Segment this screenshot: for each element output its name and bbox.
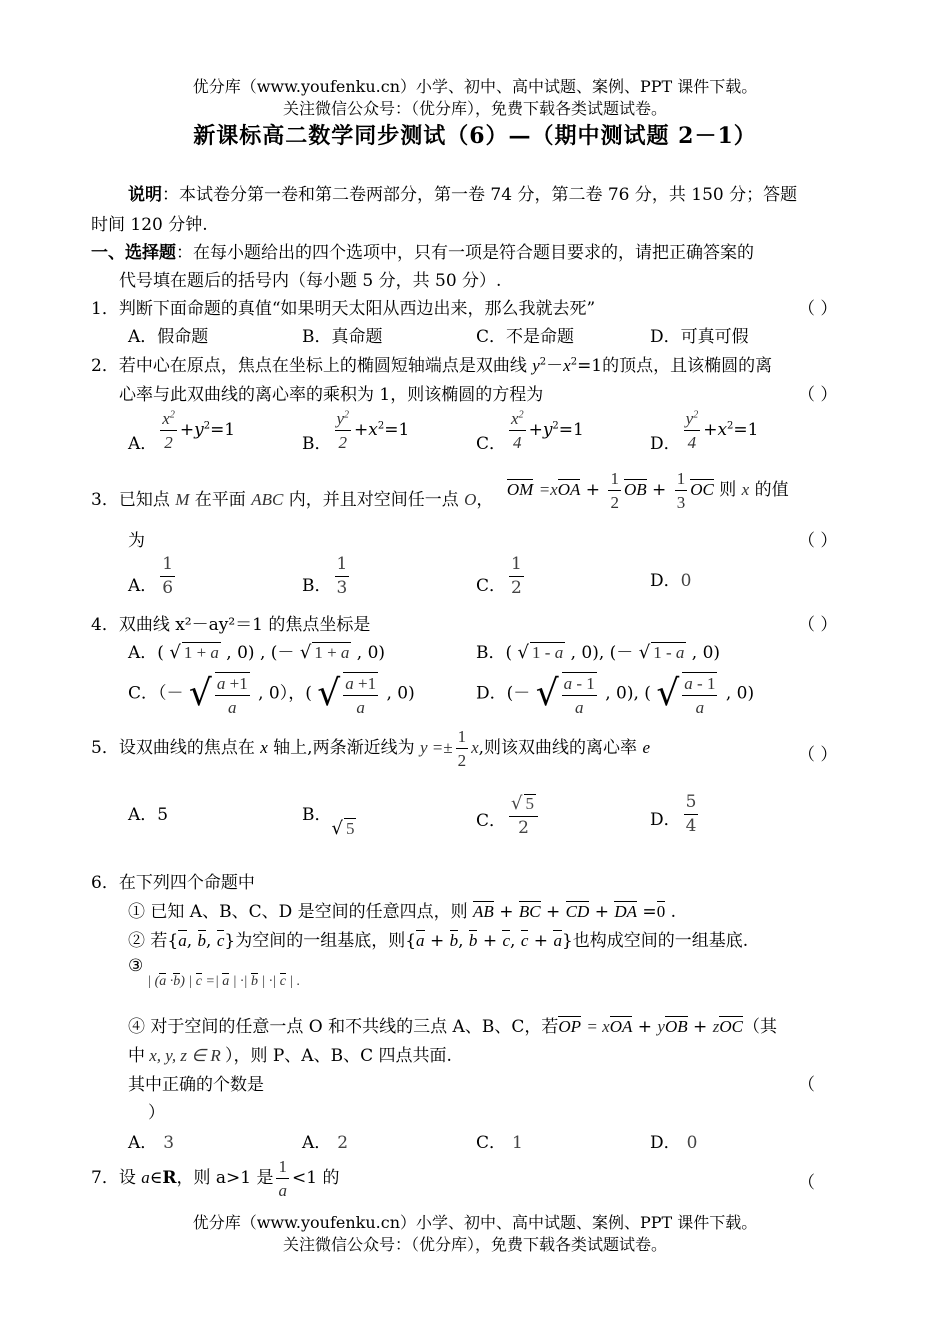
- q6-paren-close: ）: [148, 1103, 165, 1123]
- intro-label: 说明: [128, 185, 162, 205]
- q2-option-a: A． $\frac{x^2}{2}$ $+y^2=1$: [128, 409, 236, 454]
- q1-answer-paren: （ ）: [798, 299, 838, 319]
- q4-option-a: A．( √ 1 + a , 0) , (－ √ 1 + a , 0): [128, 642, 386, 663]
- q3-option-a: A． $\frac{1}{6}$: [128, 554, 174, 598]
- q6-statement-1: ① 已知 A、B、C、D 是空间的任意四点，则 AB + BC + CD + DA =0 .: [128, 902, 676, 922]
- section-line-2: 代号填在题后的括号内（每小题 5 分，共 50 分）.: [119, 271, 502, 291]
- header-line-2: 关注微信公众号：（优分库），免费下载各类试题试卷。: [282, 99, 667, 118]
- q6-statement-2: ② 若{a, b, c}为空间的一组基底，则{a + b, b + c, c + a}也构成空间的一组基底.: [128, 931, 749, 951]
- q1-option-a: A．假命题: [128, 327, 209, 347]
- q6-statement-3: $③_{| (a \cdot b) | c =| a | \cdot| b | \cdot| c | .}$: [128, 956, 301, 989]
- q5-stem: 5．设双曲线的焦点在 x 轴上,两条渐近线为 y =± $\frac{1}{2}$ x,则该双曲线的离心率 e: [91, 727, 651, 770]
- q3-option-d: D．0: [650, 571, 692, 591]
- q3-stem: 3．已知点 M 在平面 ABC 内，并且对空间任一点 O， OM =xOA + $\frac{1}{2}$ OB + $\frac{1}{3}$ OC 则 x 的值: [91, 469, 789, 512]
- q2-option-b: B． $\frac{y^2}{2}$ $+x^2=1$: [302, 409, 410, 454]
- q6-paren-open: （: [798, 1075, 815, 1095]
- section-label: 一、选择题: [91, 243, 176, 263]
- q3-option-b: B． $\frac{1}{3}$: [302, 554, 348, 598]
- header-line-1: 优分库（www.youfenku.cn）小学、初中、高中试题、案例、PPT 课件下载。: [192, 77, 758, 96]
- q2-option-c: C． $\frac{x^2}{4}$ $+y^2=1$: [476, 409, 584, 454]
- q6-option-a: A． 3: [128, 1133, 175, 1153]
- q1-option-d: D．可真可假: [650, 327, 749, 347]
- q4-option-b: B．( √ 1 - a , 0), (－ √ 1 - a , 0): [476, 642, 721, 663]
- q2-option-d: D． $\frac{y^2}{4}$ $+x^2=1$: [650, 409, 759, 454]
- footer-line-1: 优分库（www.youfenku.cn）小学、初中、高中试题、案例、PPT 课件下载。: [192, 1213, 758, 1232]
- intro-line-2: 时间 120 分钟.: [91, 215, 208, 235]
- q2-answer-paren: （ ）: [798, 385, 838, 405]
- q6-question: 其中正确的个数是: [128, 1075, 264, 1095]
- q6-option-c: C． 1: [476, 1133, 523, 1153]
- q2-stem-line-2: 心率与此双曲线的离心率的乘积为 1，则该椭圆的方程为: [119, 385, 544, 405]
- q6-option-d: D． 0: [650, 1133, 698, 1153]
- q5-option-a: A．5: [128, 805, 169, 825]
- q6-statement-4: ④ 对于空间的任意一点 O 和不共线的三点 A、B、C，若OP = xOA + yOB + zOC（其: [128, 1017, 777, 1037]
- q5-answer-paren: （ ）: [798, 745, 838, 765]
- q7-stem: 7．设 a∈R，则 a>1 是 $\frac{1}{a}$ <1 的: [91, 1157, 340, 1200]
- q5-option-d: D． $\frac{5}{4}$: [650, 792, 697, 836]
- intro-line-1: 说明：本试卷分第一卷和第二卷两部分，第一卷 74 分，第二卷 76 分，共 150 分；答题: [128, 185, 798, 205]
- q6-option-b: A． 2: [302, 1133, 349, 1153]
- page-title: 新课标高二数学同步测试（6）—（期中测试题 2－1）: [193, 123, 757, 149]
- q1-option-c: C．不是命题: [476, 327, 575, 347]
- q7-paren-open: （: [798, 1173, 815, 1193]
- q1-option-b: B．真命题: [302, 327, 383, 347]
- q2-stem-line-1: 2．若中心在原点，焦点在坐标上的椭圆短轴端点是双曲线 $y^2-x^2=1$的顶点，且该椭圆的离: [91, 356, 773, 376]
- q5-option-b: B．√ 5: [302, 805, 355, 839]
- q3-stem-line-2: 为: [128, 531, 145, 551]
- section-line-1: 一、选择题：在每小题给出的四个选项中，只有一项是符合题目要求的，请把正确答案的: [91, 243, 754, 263]
- footer-line-2: 关注微信公众号：（优分库），免费下载各类试题试卷。: [282, 1235, 667, 1254]
- q6-stem: 6．在下列四个命题中: [91, 873, 255, 893]
- q6-statement-4-line-2: 中 x, y, z ∈ R ），则 P、A、B、C 四点共面.: [128, 1046, 452, 1066]
- q3-answer-paren: （ ）: [798, 531, 838, 551]
- q4-stem: 4．双曲线 x²－ay²＝1 的焦点坐标是: [91, 615, 371, 635]
- q4-answer-paren: （ ）: [798, 615, 838, 635]
- q1-stem: 1．判断下面命题的真值“如果明天太阳从西边出来，那么我就去死”: [91, 299, 596, 319]
- q3-option-c: C． $\frac{1}{2}$: [476, 554, 522, 598]
- q5-option-c: C． $\frac{√ 5}{2}$: [476, 794, 541, 837]
- q4-option-c: C．（－ √ $\frac{a +1}{a}$ , 0），( √ $\frac{a +1}{a}$ , 0): [128, 673, 415, 717]
- q4-option-d: D．(－ √ $\frac{a - 1}{a}$ , 0), ( √ $\frac{a - 1}{a}$ , 0): [476, 673, 755, 717]
